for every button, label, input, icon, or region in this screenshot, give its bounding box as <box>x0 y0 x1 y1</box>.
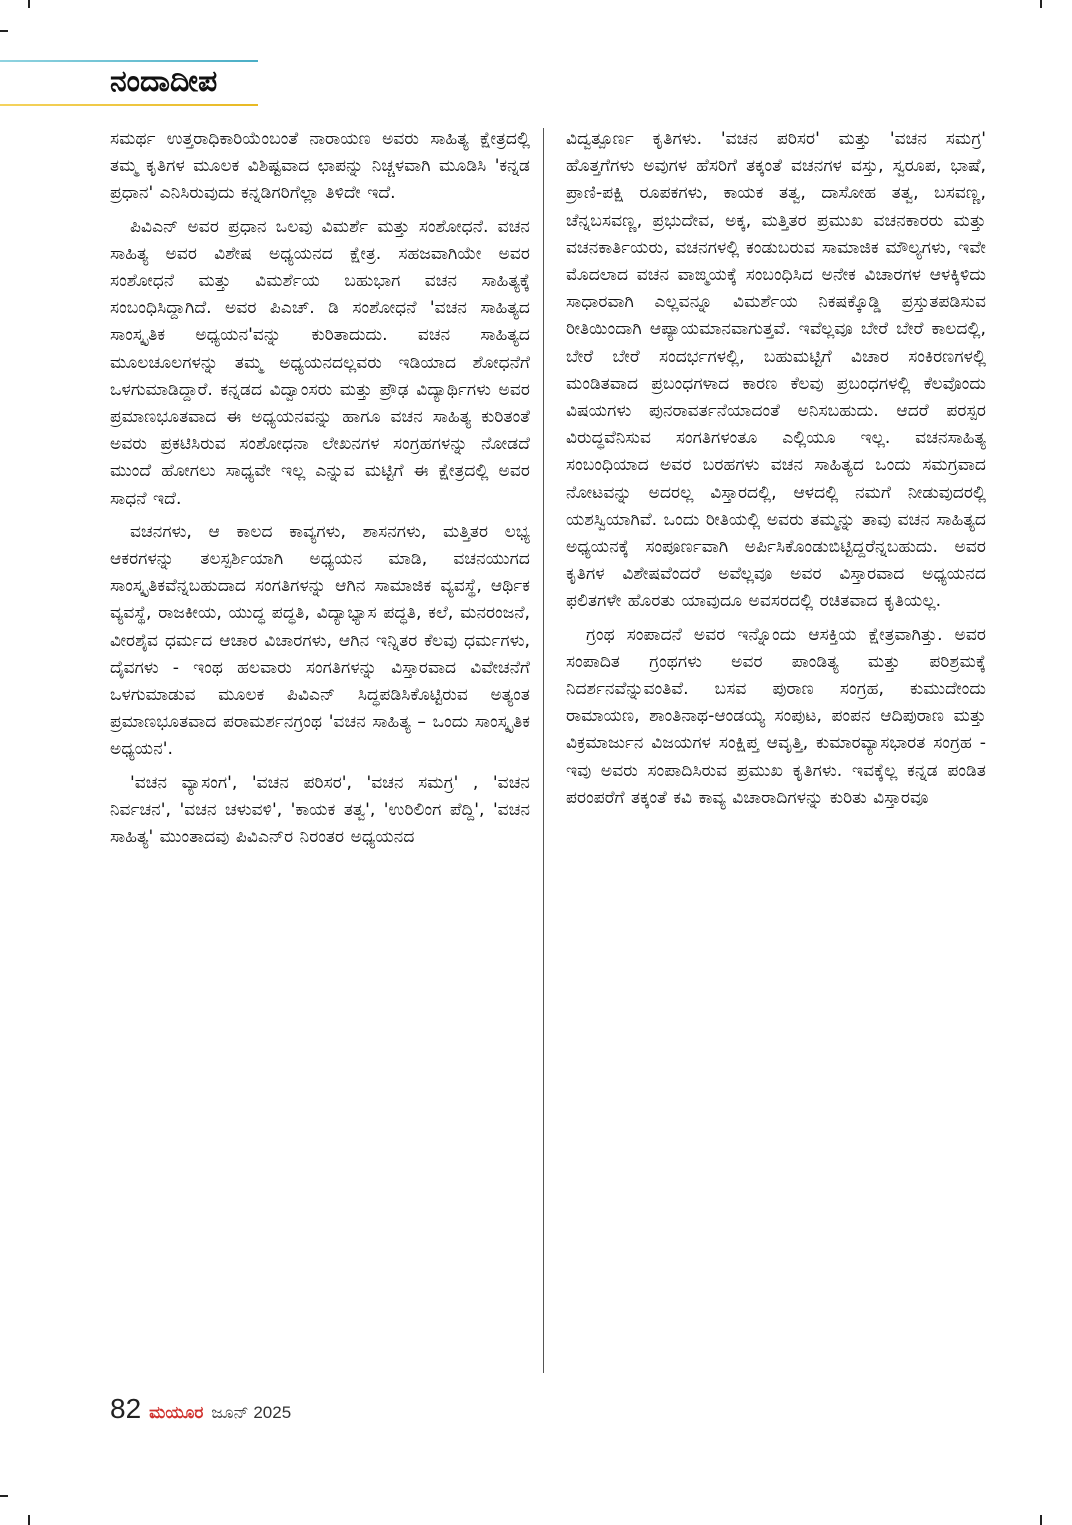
paragraph: ವಿದ್ವತ್ಪೂರ್ಣ ಕೃತಿಗಳು. 'ವಚನ ಪರಿಸರ' ಮತ್ತು 'ವಚನ ಸಮಗ್ರ' ಹೊತ್ತಗೆಗಳು ಅವುಗಳ ಹೆಸರಿಗೆ ತಕ್ಕಂತೆ ವಚನಗಳ ವಸ್ತು, ಸ್ವರೂಪ, ಭಾಷೆ, ಪ್ರಾಣಿ-ಪಕ್ಷಿ ರೂಪಕಗಳು, ಕಾಯಕ ತತ್ವ, ದಾಸೋಹ ತತ್ವ, ಬಸವಣ್ಣ, ಚೆನ್ನಬಸವಣ್ಣ, ಪ್ರಭುದೇವ, ಅಕ್ಕ, ಮತ್ತಿತರ ಪ್ರಮುಖ ವಚನಕಾರರು ಮತ್ತು ವಚನಕಾರ್ತಿಯರು, ವಚನಗಳಲ್ಲಿ ಕಂಡುಬರುವ ಸಾಮಾಜಿಕ ಮೌಲ್ಯಗಳು, ಇವೇ ಮೊದಲಾದ ವಚನ ವಾಙ್ಮಯಕ್ಕೆ ಸಂಬಂಧಿಸಿದ ಅನೇಕ ವಿಚಾರಗಳ ಆಳಕ್ಕಿಳಿದು ಸಾಧಾರವಾಗಿ ಎಲ್ಲವನ್ನೂ ವಿಮರ್ಶೆಯ ನಿಕಷಕ್ಕೊಡ್ಡಿ ಪ್ರಸ್ತುತಪಡಿಸುವ ರೀತಿಯಿಂದಾಗಿ ಆಪ್ಯಾಯಮಾನವಾಗುತ್ತವೆ. ಇವೆಲ್ಲವೂ ಬೇರೆ ಬೇರೆ ಕಾಲದಲ್ಲಿ, ಬೇರೆ ಬೇರೆ ಸಂದರ್ಭಗಳಲ್ಲಿ, ಬಹುಮಟ್ಟಿಗೆ ವಿಚಾರ ಸಂಕಿರಣಗಳಲ್ಲಿ ಮಂಡಿತವಾದ ಪ್ರಬಂಧಗಳಾದ ಕಾರಣ ಕೆಲವು ಪ್ರಬಂಧಗಳಲ್ಲಿ ಕೆಲವೊಂದು ವಿಷಯಗಳು ಪುನರಾವರ್ತನೆಯಾದಂತೆ ಅನಿಸಬಹುದು. ಆದರೆ ಪರಸ್ಪರ ವಿರುದ್ಧವೆನಿಸುವ ಸಂಗತಿಗಳಂತೂ ಎಲ್ಲಿಯೂ ಇಲ್ಲ. ವಚನಸಾಹಿತ್ಯ ಸಂಬಂಧಿಯಾದ ಅವರ ಬರಹಗಳು ವಚನ ಸಾಹಿತ್ಯದ ಒಂದು ಸಮಗ್ರವಾದ ನೋಟವನ್ನು ಅದರಲ್ಲ ವಿಸ್ತಾರದಲ್ಲಿ, ಆಳದಲ್ಲಿ ನಮಗೆ ನೀಡುವುದರಲ್ಲಿ ಯಶಸ್ವಿಯಾಗಿವೆ. ಒಂದು ರೀತಿಯಲ್ಲಿ ಅವರು ತಮ್ಮನ್ನು ತಾವು ವಚನ ಸಾಹಿತ್ಯದ ಅಧ್ಯಯನಕ್ಕೆ ಸಂಪೂರ್ಣವಾಗಿ ಅರ್ಪಿಸಿಕೊಂಡುಬಿಟ್ಟಿದ್ದರೆನ್ನಬಹುದು. ಅವರ ಕೃತಿಗಳ ವಿಶೇಷವೆಂದರೆ ಅವೆಲ್ಲವೂ ಅವರ ವಿಸ್ತಾರವಾದ ಅಧ್ಯಯನದ ಫಲಿತಗಳೇ ಹೊರತು ಯಾವುದೂ ಅವಸರದಲ್ಲಿ ರಚಿತವಾದ ಕೃತಿಯಲ್ಲ. <box>566 129 986 612</box>
crop-mark <box>28 0 30 8</box>
issue-date: ಜೂನ್ 2025 <box>211 1403 292 1422</box>
paragraph: ವಚನಗಳು, ಆ ಕಾಲದ ಕಾವ್ಯಗಳು, ಶಾಸನಗಳು, ಮತ್ತಿತರ ಲಭ್ಯ ಆಕರಗಳನ್ನು ತಲಸ್ಪರ್ಶಿಯಾಗಿ ಅಧ್ಯಯನ ಮಾಡಿ, ವಚನಯುಗದ ಸಾಂಸ್ಕೃತಿಕವೆನ್ನಬಹುದಾದ ಸಂಗತಿಗಳನ್ನು ಆಗಿನ ಸಾಮಾಜಿಕ ವ್ಯವಸ್ಥೆ, ಆರ್ಥಿಕ ವ್ಯವಸ್ಥೆ, ರಾಜಕೀಯ, ಯುದ್ಧ ಪದ್ಧತಿ, ವಿದ್ಯಾಭ್ಯಾಸ ಪದ್ಧತಿ, ಕಲೆ, ಮನರಂಜನೆ, ವೀರಶೈವ ಧರ್ಮದ ಆಚಾರ ವಿಚಾರಗಳು, ಆಗಿನ ಇನ್ನಿತರ ಕೆಲವು ಧರ್ಮಗಳು, ದೈವಗಳು - ಇಂಥ ಹಲವಾರು ಸಂಗತಿಗಳನ್ನು ವಿಸ್ತಾರವಾದ ವಿವೇಚನೆಗೆ ಒಳಗುಮಾಡುವ ಮೂಲಕ ಪಿವಿಎನ್ ಸಿದ್ಧಪಡಿಸಿಕೊಟ್ಟಿರುವ ಅತ್ಯಂತ ಪ್ರಮಾಣಭೂತವಾದ ಪರಾಮರ್ಶನಗ್ರಂಥ 'ವಚನ ಸಾಹಿತ್ಯ – ಒಂದು ಸಾಂಸ್ಕೃತಿಕ ಅಧ್ಯಯನ'. <box>110 521 530 760</box>
crop-mark <box>1040 1515 1042 1525</box>
page-number: 82 <box>110 1393 142 1424</box>
page-footer <box>110 1393 291 1429</box>
crop-mark <box>0 1495 8 1497</box>
magazine-logo: ಮಯೂರ <box>149 1403 204 1423</box>
section-title: ನಂದಾದೀಪ <box>110 64 218 99</box>
paragraph: ಸಮರ್ಥ ಉತ್ತರಾಧಿಕಾರಿಯೆಂಬಂತೆ ನಾರಾಯಣ ಅವರು ಸಾಹಿತ್ಯ ಕ್ಷೇತ್ರದಲ್ಲಿ ತಮ್ಮ ಕೃತಿಗಳ ಮೂಲಕ ವಿಶಿಷ್ಟವಾದ ಛಾಪನ್ನು ನಿಚ್ಚಳವಾಗಿ ಮೂಡಿಸಿ 'ಕನ್ನಡ ಪ್ರಧಾನ' ಎನಿಸಿರುವುದು ಕನ್ನಡಿಗರಿಗೆಲ್ಲಾ ತಿಳಿದೇ ಇದೆ. <box>110 129 530 204</box>
crop-mark <box>1040 0 1042 8</box>
crop-mark <box>0 30 8 32</box>
header-rule-bottom <box>0 104 258 106</box>
paragraph: ಪಿವಿಎನ್ ಅವರ ಪ್ರಧಾನ ಒಲವು ವಿಮರ್ಶೆ ಮತ್ತು ಸಂಶೋಧನೆ. ವಚನ ಸಾಹಿತ್ಯ ಅವರ ವಿಶೇಷ ಅಧ್ಯಯನದ ಕ್ಷೇತ್ರ. ಸಹಜವಾಗಿಯೇ ಅವರ ಸಂಶೋಧನೆ ಮತ್ತು ವಿಮರ್ಶೆಯ ಬಹುಭಾಗ ವಚನ ಸಾಹಿತ್ಯಕ್ಕೆ ಸಂಬಂಧಿಸಿದ್ದಾಗಿದೆ. ಅವರ ಪಿಎಚ್. ಡಿ ಸಂಶೋಧನೆ 'ವಚನ ಸಾಹಿತ್ಯದ ಸಾಂಸ್ಕೃತಿಕ ಅಧ್ಯಯನ'ವನ್ನು ಕುರಿತಾದುದು. ವಚನ ಸಾಹಿತ್ಯದ ಮೂಲಚೂಲಗಳನ್ನು ತಮ್ಮ ಅಧ್ಯಯನದಲ್ಲವರು ಇಡಿಯಾದ ಶೋಧನೆಗೆ ಒಳಗುಮಾಡಿದ್ದಾರೆ. ಕನ್ನಡದ ವಿದ್ವಾಂಸರು ಮತ್ತು ಪ್ರೌಢ ವಿದ್ಯಾರ್ಥಿಗಳು ಅವರ ಪ್ರಮಾಣಭೂತವಾದ ಈ ಅಧ್ಯಯನವನ್ನು ಹಾಗೂ ವಚನ ಸಾಹಿತ್ಯ ಕುರಿತಂತೆ ಅವರು ಪ್ರಕಟಿಸಿರುವ ಸಂಶೋಧನಾ ಲೇಖನಗಳ ಸಂಗ್ರಹಗಳನ್ನು ನೋಡದೆ ಮುಂದೆ ಹೋಗಲು ಸಾಧ್ಯವೇ ಇಲ್ಲ ಎನ್ನುವ ಮಟ್ಟಿಗೆ ಈ ಕ್ಷೇತ್ರದಲ್ಲಿ ಅವರ ಸಾಧನೆ ಇದೆ. <box>110 216 530 509</box>
paragraph: ಗ್ರಂಥ ಸಂಪಾದನೆ ಅವರ ಇನ್ನೊಂದು ಆಸಕ್ತಿಯ ಕ್ಷೇತ್ರವಾಗಿತ್ತು. ಅವರ ಸಂಪಾದಿತ ಗ್ರಂಥಗಳು ಅವರ ಪಾಂಡಿತ್ಯ ಮತ್ತು ಪರಿಶ್ರಮಕ್ಕೆ ನಿದರ್ಶನವೆನ್ನುವಂತಿವೆ. ಬಸವ ಪುರಾಣ ಸಂಗ್ರಹ, ಕುಮುದೇಂದು ರಾಮಾಯಣ, ಶಾಂತಿನಾಥ-ಆಂಡಯ್ಯ ಸಂಪುಟ, ಪಂಪನ ಆದಿಪುರಾಣ ಮತ್ತು ವಿಕ್ರಮಾರ್ಜುನ ವಿಜಯಗಳ ಸಂಕ್ಷಿಪ್ತ ಆವೃತ್ತಿ, ಕುಮಾರವ್ಯಾಸಭಾರತ ಸಂಗ್ರಹ - ಇವು ಅವರು ಸಂಪಾದಿಸಿರುವ ಪ್ರಮುಖ ಕೃತಿಗಳು. ಇವಕ್ಕೆಲ್ಲ ಕನ್ನಡ ಪಂಡಿತ ಪರಂಪರೆಗೆ ತಕ್ಕಂತೆ ಕವಿ ಕಾವ್ಯ ವಿಚಾರಾದಿಗಳನ್ನು ಕುರಿತು ವಿಸ್ತಾರವೂ <box>566 624 986 808</box>
paragraph: 'ವಚನ ವ್ಯಾಸಂಗ', 'ವಚನ ಪರಿಸರ', 'ವಚನ ಸಮಗ್ರ' , 'ವಚನ ನಿರ್ವಚನ', 'ವಚನ ಚಳುವಳಿ', 'ಕಾಯಕ ತತ್ವ', 'ಉರಿಲಿಂಗ ಪೆದ್ದಿ', 'ವಚನ ಸಾಹಿತ್ಯ' ಮುಂತಾದವು ಪಿವಿಎನ್‌ರ ನಿರಂತರ ಅಧ್ಯಯನದ <box>110 772 530 848</box>
left-column <box>110 126 530 1376</box>
column-divider <box>543 128 544 1373</box>
crop-mark <box>28 1515 30 1525</box>
right-column <box>566 126 986 1376</box>
